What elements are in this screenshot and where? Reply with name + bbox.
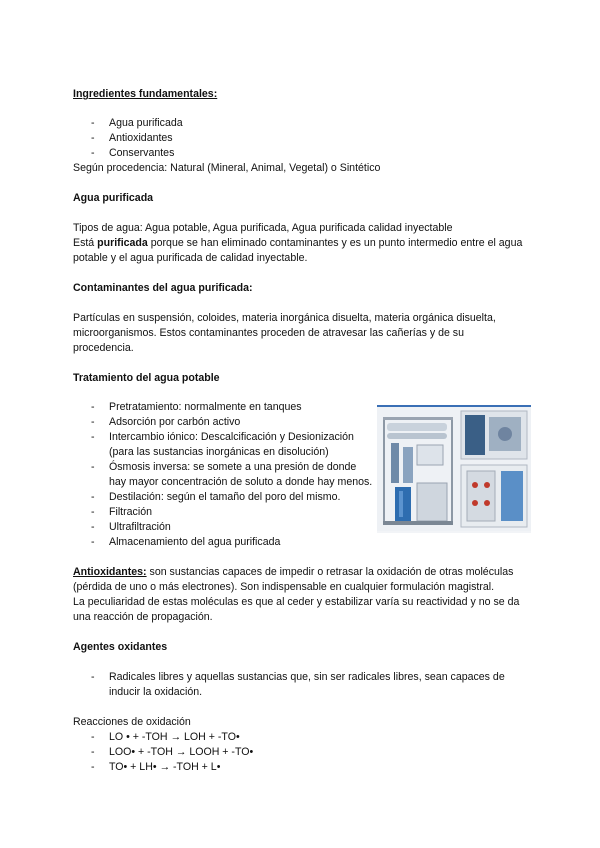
ingredients-list — [73, 116, 525, 161]
list-item: - TO• + LH• → -TOH + L• — [73, 760, 525, 775]
list-item: - Intercambio iónico: Descalcificación y Desionización (para las sustancias inorgánicas en disolución) — [73, 430, 373, 460]
water-types: Tipos de agua: Agua potable, Agua purificada, Agua purificada calidad inyectable — [73, 222, 453, 234]
water-desc-prefix: Está — [73, 237, 98, 249]
list-item: - Radicales libres y aquellas sustancias que, sin ser radicales libres, sean capaces de inducir la oxidación. — [73, 670, 525, 700]
list-item: - LOO• + -TOH → LOOH + -TO• — [73, 745, 525, 760]
list-item: - LO • + -TOH → LOH + -TO• — [73, 730, 525, 745]
list-item: - Almacenamiento del agua purificada — [73, 535, 373, 550]
water-desc-bold: purificada — [97, 237, 148, 249]
oxidants-heading: Agentes oxidantes — [73, 641, 168, 653]
list-item: - Ósmosis inversa: se somete a una presión de donde hay mayor concentración de soluto a donde hay menos. — [73, 460, 373, 490]
list-item: - Ultrafiltración — [73, 520, 373, 535]
contaminants-heading: Contaminantes del agua purificada: — [73, 282, 253, 294]
antioxidants-label: Antioxidantes: — [73, 566, 147, 578]
list-item: - Adsorción por carbón activo — [73, 415, 373, 430]
reactions-list — [73, 730, 525, 775]
water-treatment-equipment-image — [377, 405, 531, 533]
equipment-illustration — [377, 407, 531, 531]
treatment-block — [73, 400, 525, 550]
water-heading: Agua purificada — [73, 192, 154, 204]
treatment-heading: Tratamiento del agua potable — [73, 372, 220, 384]
water-description — [73, 236, 525, 266]
oxidants-list — [73, 670, 525, 700]
list-item: - Destilación: según el tamaño del poro del mismo. — [73, 490, 373, 505]
water-desc-rest: porque se han eliminado contaminantes y es un punto intermedio entre el agua potable y el agua purificada de calidad inyectable. — [73, 237, 523, 264]
ingredients-heading: Ingredientes fundamentales: — [73, 88, 218, 100]
contaminants-text: Partículas en suspensión, coloides, materia inorgánica disuelta, materia orgánica disuelta, microorganismos. Estos contaminantes proceden de atravesar las cañerías y de su procedencia. — [73, 312, 496, 354]
list-item: - Antioxidantes — [73, 131, 525, 146]
antioxidants-text-2: La peculiaridad de estas moléculas es que al ceder y estabilizar varía su reactividad y no se da una reacción de propagación. — [73, 596, 520, 623]
list-item: - Conservantes — [73, 146, 525, 161]
antioxidants-paragraph — [73, 565, 525, 595]
document-page — [73, 87, 525, 775]
treatment-list — [73, 400, 373, 550]
list-item: - Pretratamiento: normalmente en tanques — [73, 400, 373, 415]
antioxidants-text: son sustancias capaces de impedir o retrasar la oxidación de otras moléculas (pérdida de uno o más electrones). Son indispensable en cualquier formulación magistral. — [73, 566, 514, 593]
reactions-heading: Reacciones de oxidación — [73, 716, 191, 728]
origin-text: Según procedencia: Natural (Mineral, Animal, Vegetal) o Sintético — [73, 162, 381, 174]
list-item: - Filtración — [73, 505, 373, 520]
list-item: - Agua purificada — [73, 116, 525, 131]
